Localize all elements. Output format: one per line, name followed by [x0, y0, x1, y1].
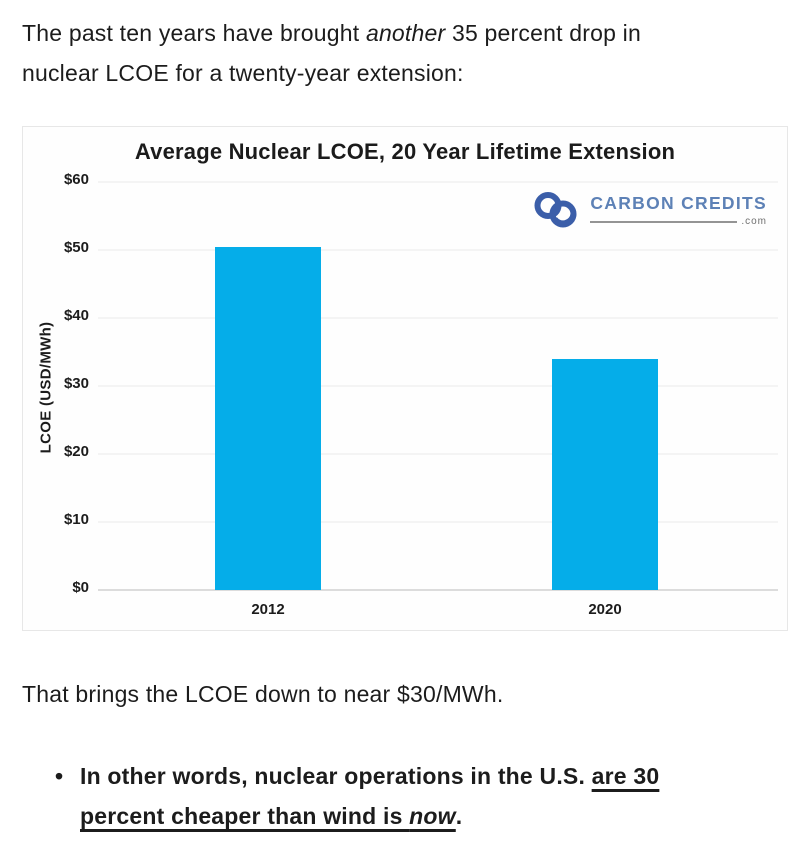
- x-axis-line: [98, 589, 778, 591]
- gridline: [98, 249, 778, 251]
- y-tick-label: $50: [63, 239, 89, 256]
- x-tick-label: 2012: [251, 601, 285, 618]
- bullet-text-underline-2: percent cheaper than wind is: [80, 803, 410, 829]
- bullet-text: [80, 756, 659, 836]
- y-tick-label: $60: [63, 171, 89, 188]
- bullet-text-period: .: [455, 803, 463, 829]
- y-tick-label: $0: [72, 579, 89, 596]
- y-tick-label: $30: [63, 375, 89, 392]
- intro-text-3: nuclear LCOE for a twenty-year extension:: [22, 60, 464, 86]
- after-chart-paragraph: That brings the LCOE down to near $30/MWh.: [22, 681, 504, 707]
- y-tick-label: $40: [63, 307, 89, 324]
- logo-underline-row: [590, 216, 767, 227]
- x-tick-label: 2020: [588, 601, 622, 618]
- gridline: [98, 521, 778, 523]
- logo-brand-text: CARBON CREDITS: [590, 193, 767, 213]
- intro-paragraph: [22, 13, 788, 93]
- gridline: [98, 181, 778, 183]
- intro-text-italic: another: [365, 20, 446, 46]
- logo-domain-suffix: .com: [741, 216, 767, 227]
- logo-underline: [590, 221, 737, 223]
- interlocking-rings-icon: [530, 191, 582, 229]
- y-axis-title: LCOE (USD/MWh): [37, 321, 55, 454]
- y-tick-label: $10: [63, 511, 89, 528]
- bar-2012: [215, 247, 321, 590]
- bullet-item: [22, 756, 788, 836]
- intro-text-1: The past ten years have brought: [22, 20, 366, 46]
- y-tick-label: $20: [63, 443, 89, 460]
- gridline: [98, 385, 778, 387]
- chart-figure: [22, 126, 788, 631]
- bullet-text-italic-underline: now: [409, 803, 456, 829]
- gridline: [98, 453, 778, 455]
- gridline: [98, 317, 778, 319]
- bullet-text-underline-1: are 30: [591, 763, 660, 789]
- bullet-text-1: In other words, nuclear operations in the U.S.: [80, 763, 592, 789]
- chart-title: Average Nuclear LCOE, 20 Year Lifetime Extension: [134, 139, 676, 164]
- logo-text-block: [590, 193, 767, 227]
- bar-2020: [552, 359, 658, 590]
- carbon-credits-logo: [530, 191, 767, 229]
- intro-text-2: 35 percent drop in: [445, 20, 641, 46]
- bullet-marker: •: [55, 763, 64, 789]
